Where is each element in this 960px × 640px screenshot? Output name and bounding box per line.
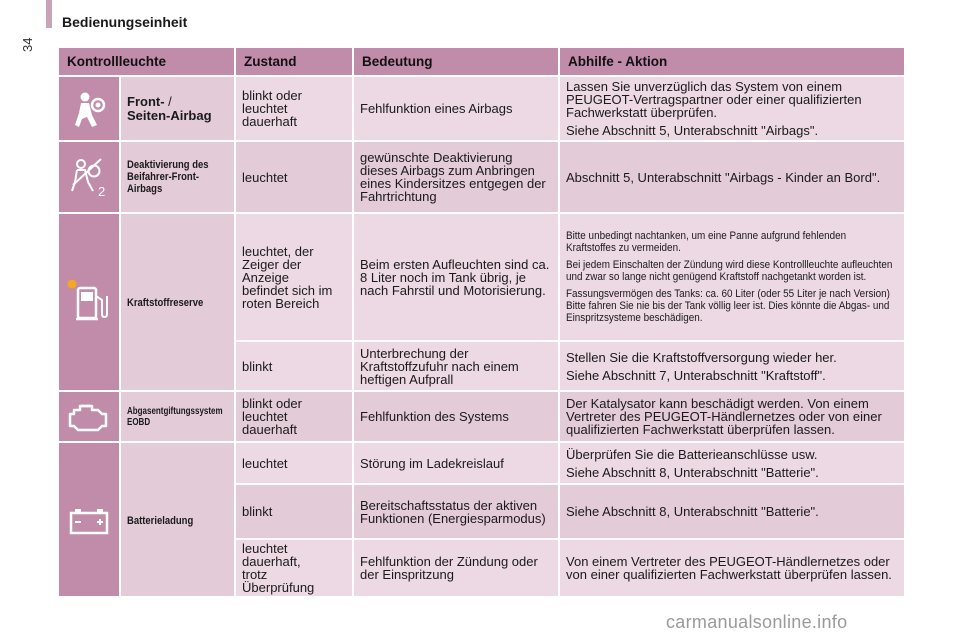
- lamp-name-airbag: Front- / Seiten-Airbag: [121, 77, 234, 140]
- lamp-name-eobd: Abgasentgiftungssystem EOBD: [121, 392, 234, 441]
- action-eobd: Der Katalysator kann beschädigt werden. Von einem Vertreter des PEUGEOT-Händlernetzes oder von einer qualifizierten Fachwerkstatt überprüfen lassen.: [560, 392, 904, 441]
- warning-lights-table: [57, 46, 906, 598]
- state-fuel-1: leuchtet, der Zeiger der Anzeige befindet sich im roten Bereich: [236, 214, 352, 340]
- action-fuel-1: Bitte unbedingt nachtanken, um eine Panne aufgrund fehlenden Kraftstoffes zu vermeiden. Bei jedem Einschalten der Zündung wird diese Kontrollleuchte aufleuchten und zwar so lange nicht genügend Kraftstoff nachgetankt worden ist. Fassungsvermögen des Tanks: ca. 60 Liter (oder 55 Liter je nach Version) Bitte fahren Sie nie bis der Tank völlig leer ist. Dies könnte die Abgas- und Einspritzsysteme beschädigen.: [560, 214, 904, 340]
- state-airbag-off: leuchtet: [236, 142, 352, 212]
- lamp-name-fuel: Kraftstoffreserve: [121, 214, 234, 390]
- section-marker: [46, 0, 52, 28]
- battery-icon: [67, 505, 111, 535]
- meaning-battery-1: Störung im Ladekreislauf: [354, 443, 558, 483]
- eobd-icon-cell: [59, 392, 119, 441]
- column-header-meaning: Bedeutung: [354, 48, 558, 75]
- meaning-airbag: Fehlfunktion eines Airbags: [354, 77, 558, 140]
- airbag-icon-cell: [59, 77, 119, 140]
- column-header-state: Zustand: [236, 48, 352, 75]
- passenger-airbag-off-icon: [67, 155, 111, 199]
- state-battery-1: leuchtet: [236, 443, 352, 483]
- action-battery-2: Siehe Abschnitt 8, Unterabschnitt "Batterie".: [560, 485, 904, 538]
- meaning-fuel-1: Beim ersten Aufleuchten sind ca. 8 Liter noch im Tank übrig, je nach Fahrstil und Motorisierung.: [354, 214, 558, 340]
- action-airbag-off: Abschnitt 5, Unterabschnitt "Airbags - Kinder an Bord".: [560, 142, 904, 212]
- state-airbag: blinkt oder leuchtet dauerhaft: [236, 77, 352, 140]
- table-row-airbag: [59, 77, 904, 140]
- column-header-action: Abhilfe - Aktion: [560, 48, 904, 75]
- state-eobd: blinkt oder leuchtet dauerhaft: [236, 392, 352, 441]
- airbag-warning-icon: [69, 89, 109, 129]
- section-title: Bedienungseinheit: [62, 14, 188, 30]
- table-row-fuel-1: [59, 214, 904, 340]
- lamp-name-airbag-off: Deaktivierung des Beifahrer-Front-Airbags: [121, 142, 234, 212]
- meaning-battery-2: Bereitschaftsstatus der aktiven Funktionen (Energiesparmodus): [354, 485, 558, 538]
- battery-icon-cell: [59, 443, 119, 596]
- airbag-off-icon-cell: [59, 142, 119, 212]
- state-battery-2: blinkt: [236, 485, 352, 538]
- lamp-name-battery: Batterieladung: [121, 443, 234, 596]
- page-number: 34: [20, 37, 35, 52]
- state-battery-3: leuchtet dauerhaft, trotz Überprüfung: [236, 540, 352, 596]
- meaning-fuel-2: Unterbrechung der Kraftstoffzufuhr nach einem heftigen Aufprall: [354, 342, 558, 390]
- watermark: carmanualsonline.info: [666, 612, 848, 632]
- action-battery-3: Von einem Vertreter des PEUGEOT-Händlernetzes oder von einer qualifizierten Fachwerkstatt überprüfen lassen.: [560, 540, 904, 596]
- fuel-pump-icon: [66, 278, 112, 326]
- column-header-lamp: Kontrollleuchte: [59, 48, 234, 75]
- table-row-airbag-off: [59, 142, 904, 212]
- fuel-icon-cell: [59, 214, 119, 390]
- action-airbag: Lassen Sie unverzüglich das System von einem PEUGEOT-Vertragspartner oder einer qualifizierten Fachwerkstatt überprüfen. Siehe Abschnitt 5, Unterabschnitt "Airbags".: [560, 77, 904, 140]
- table-row-battery-1: [59, 443, 904, 483]
- meaning-airbag-off: gewünschte Deaktivierung dieses Airbags zum Anbringen eines Kindersitzes entgegen der Fahrtrichtung: [354, 142, 558, 212]
- table-header-row: [59, 48, 904, 75]
- state-fuel-2: blinkt: [236, 342, 352, 390]
- meaning-battery-3: Fehlfunktion der Zündung oder der Einspritzung: [354, 540, 558, 596]
- svg-text:2: 2: [98, 184, 106, 199]
- engine-check-icon: [66, 400, 112, 434]
- action-fuel-2: Stellen Sie die Kraftstoffversorgung wieder her. Siehe Abschnitt 7, Unterabschnitt "Kraftstoff".: [560, 342, 904, 390]
- meaning-eobd: Fehlfunktion des Systems: [354, 392, 558, 441]
- table-row-eobd: [59, 392, 904, 441]
- action-battery-1: Überprüfen Sie die Batterieanschlüsse usw. Siehe Abschnitt 8, Unterabschnitt "Batterie".: [560, 443, 904, 483]
